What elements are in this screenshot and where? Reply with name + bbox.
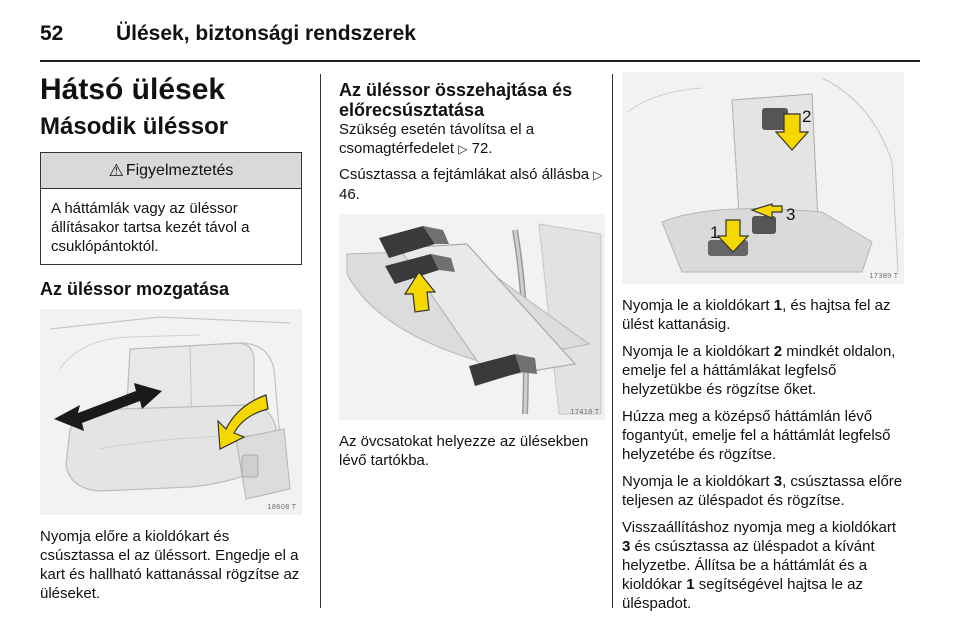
reference-arrow-icon: ▷ bbox=[593, 168, 603, 182]
figure-seat-fold bbox=[622, 72, 904, 284]
figure-code: 18608 T bbox=[267, 503, 296, 511]
header-rule bbox=[40, 60, 920, 62]
page-number: 52 bbox=[40, 22, 64, 45]
figure-seat-move bbox=[40, 309, 302, 515]
move-heading: Az üléssor mozgatása bbox=[40, 279, 230, 299]
step-paragraph-3: Húzza meg a középső háttámlán lévő fogantyút, emelje fel a háttámlát legfelső helyzetébe és rögzítse. bbox=[622, 408, 891, 463]
step-paragraph-2: Nyomja le a kioldókart 2 mindkét oldalon, emelje fel a háttámlákat legfelső helyzetükbe és rögzítse őket. bbox=[622, 343, 896, 398]
warning-header bbox=[41, 153, 301, 189]
fold-heading: Az üléssor összehajtása és előrecsúsztatása bbox=[339, 80, 573, 120]
fold-paragraph-2: Csúsztassa a fejtámlákat alsó állásba ▷ 46. bbox=[339, 166, 603, 203]
column-right bbox=[622, 72, 904, 621]
move-instructions: Nyomja előre a kioldókart és csúsztassa el az üléssort. Engedje el a kart és hallható kattanással rögzítse az üléseket. bbox=[40, 528, 300, 602]
column-left bbox=[40, 72, 302, 611]
warning-title: Figyelmeztetés bbox=[125, 161, 234, 179]
step-paragraph-5: Visszaállításhoz nyomja meg a kioldókart 3 és csúsztassa az üléspadot a kívánt helyzetbe. Állítsa be a háttámlát és a kioldókar 1 segítségével hajtsa le az üléspadot. bbox=[622, 519, 897, 612]
subsection-title: Második üléssor bbox=[40, 113, 229, 140]
section-title: Hátsó ülések bbox=[40, 73, 226, 106]
chapter-title: Ülések, biztonsági rendszerek bbox=[116, 22, 416, 45]
column-divider bbox=[320, 74, 321, 608]
column-middle bbox=[339, 80, 605, 478]
figure-label-1: 1 bbox=[710, 223, 720, 242]
figure-headrest bbox=[339, 214, 605, 420]
figure-code: 17418 T bbox=[570, 408, 599, 416]
figure-label-3: 3 bbox=[786, 205, 796, 224]
warning-text: A háttámlák vagy az üléssor állításakor tartsa kezét távol a csuklópántoktól. bbox=[51, 200, 250, 255]
seat-move-illustration bbox=[40, 309, 302, 515]
figure-label-2: 2 bbox=[802, 107, 812, 126]
step-paragraph-4: Nyomja le a kioldókart 3, csúsztassa előre teljesen az üléspadot és rögzítse. bbox=[622, 473, 903, 509]
page-header bbox=[40, 14, 920, 54]
fold-paragraph-3: Az övcsatokat helyezze az ülésekben lévő tartókba. bbox=[339, 433, 589, 469]
warning-triangle-icon: ⚠ bbox=[108, 160, 124, 180]
seat-fold-illustration bbox=[622, 72, 904, 284]
figure-code: 17389 T bbox=[869, 272, 898, 280]
step-paragraph-1: Nyomja le a kioldókart 1, és hajtsa fel az ülést kattanásig. bbox=[622, 297, 891, 333]
fold-paragraph-1: Szükség esetén távolítsa el a csomagtérfedelet ▷ 72. bbox=[339, 121, 535, 157]
column-divider bbox=[612, 74, 613, 608]
fold-steps bbox=[622, 296, 904, 613]
warning-box bbox=[40, 152, 302, 265]
headrest-illustration bbox=[339, 214, 605, 420]
reference-arrow-icon: ▷ bbox=[458, 142, 468, 156]
